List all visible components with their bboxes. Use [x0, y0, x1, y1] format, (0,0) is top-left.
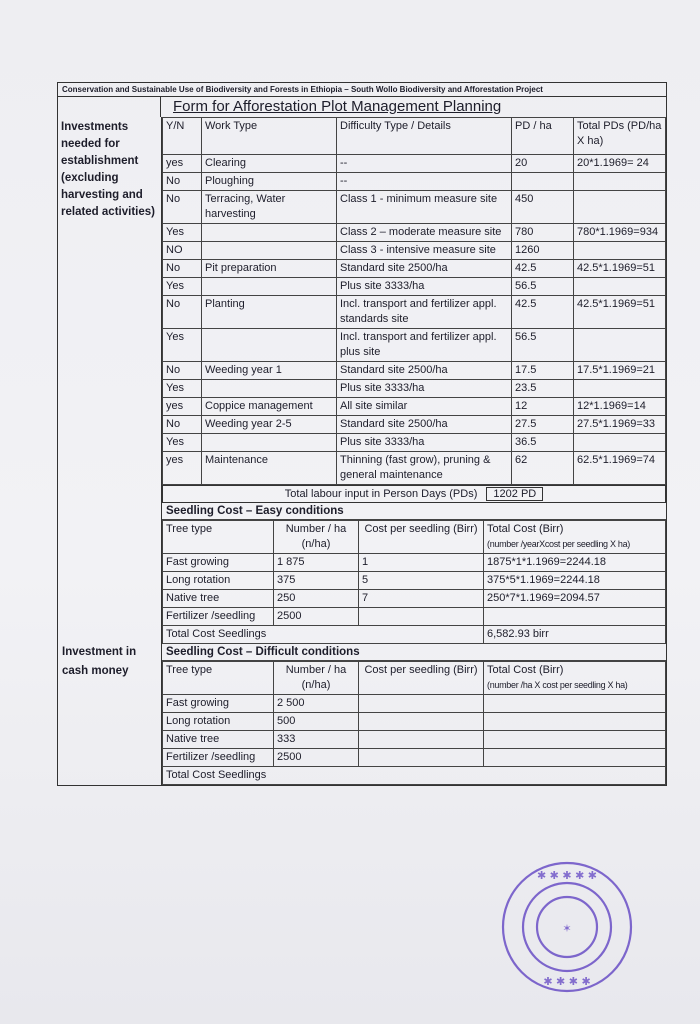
cell-pd: 12	[512, 398, 574, 416]
cell-yn: No	[163, 260, 202, 278]
svg-text:✱ ✱ ✱ ✱: ✱ ✱ ✱ ✱	[543, 975, 591, 988]
cell-tree-type: Fertilizer /seedling	[163, 608, 274, 626]
title-row	[58, 97, 666, 117]
cash-section	[58, 503, 666, 785]
cell-total: 17.5*1.1969=21	[574, 362, 666, 380]
table-row	[163, 416, 666, 434]
cell-difficulty: Thinning (fast grow), pruning & general maintenance	[337, 452, 512, 485]
cell-difficulty: Plus site 3333/ha	[337, 434, 512, 452]
cell-yn: No	[163, 296, 202, 329]
cost-row	[163, 695, 666, 713]
cell-number: 500	[274, 713, 359, 731]
total-labour-row	[162, 485, 666, 503]
total-labour-label: Total labour input in Person Days (PDs)	[284, 488, 478, 500]
cell-total: 20*1.1969= 24	[574, 155, 666, 173]
cell-total: 27.5*1.1969=33	[574, 416, 666, 434]
cell-yn: NO	[163, 242, 202, 260]
table-row	[163, 398, 666, 416]
cell-pd: 1260	[512, 242, 574, 260]
cell-tree-type: Long rotation	[163, 572, 274, 590]
cell-work	[202, 380, 337, 398]
cell-number: 250	[274, 590, 359, 608]
work-table	[162, 117, 666, 485]
header-total: Total PDs (PD/ha X ha)	[574, 118, 666, 155]
header-pd: PD / ha	[512, 118, 574, 155]
cell-work	[202, 224, 337, 242]
diff-hdr-number: Number / ha (n/ha)	[274, 662, 359, 695]
header-work: Work Type	[202, 118, 337, 155]
cell-cost	[359, 749, 484, 767]
cell-difficulty: Standard site 2500/ha	[337, 362, 512, 380]
table-row	[163, 380, 666, 398]
official-stamp	[497, 857, 637, 997]
cell-difficulty: Incl. transport and fertilizer appl. standards site	[337, 296, 512, 329]
table-row	[163, 173, 666, 191]
diff-hdr-total: Total Cost (Birr) (number /ha X cost per seedling X ha)	[484, 662, 666, 695]
table-row	[163, 329, 666, 362]
cell-number: 2500	[274, 608, 359, 626]
cell-yn: No	[163, 362, 202, 380]
svg-text:✱ ✱ ✱ ✱ ✱: ✱ ✱ ✱ ✱ ✱	[536, 869, 598, 882]
cell-tree-type: Fertilizer /seedling	[163, 749, 274, 767]
cell-pd: 780	[512, 224, 574, 242]
svg-text:✶: ✶	[562, 922, 572, 935]
cell-total	[574, 191, 666, 224]
cell-number: 2 500	[274, 695, 359, 713]
cell-work: Pit preparation	[202, 260, 337, 278]
cell-difficulty: Standard site 2500/ha	[337, 416, 512, 434]
cell-total-cost	[484, 749, 666, 767]
cell-yn: Yes	[163, 329, 202, 362]
work-rows	[163, 155, 666, 485]
cell-work: Weeding year 1	[202, 362, 337, 380]
cell-work: Coppice management	[202, 398, 337, 416]
cell-work: Weeding year 2-5	[202, 416, 337, 434]
cell-work	[202, 278, 337, 296]
cell-difficulty: --	[337, 173, 512, 191]
easy-hdr-number: Number / ha (n/ha)	[274, 521, 359, 554]
table-row	[163, 260, 666, 278]
cell-cost	[359, 731, 484, 749]
cell-number: 333	[274, 731, 359, 749]
cell-total-cost: 250*7*1.1969=2094.57	[484, 590, 666, 608]
cell-pd: 23.5	[512, 380, 574, 398]
cell-difficulty: Plus site 3333/ha	[337, 380, 512, 398]
easy-total-value: 6,582.93 birr	[484, 626, 666, 644]
difficult-total-label: Total Cost Seedlings	[163, 767, 666, 785]
cost-row	[163, 749, 666, 767]
cell-total-cost	[484, 608, 666, 626]
cell-total: 62.5*1.1969=74	[574, 452, 666, 485]
investment-side-label: Investments needed for establishment (excluding harvesting and related activities)	[58, 117, 162, 503]
cell-pd: 42.5	[512, 296, 574, 329]
easy-total-row	[163, 626, 666, 644]
table-header	[163, 118, 666, 155]
header-difficulty: Difficulty Type / Details	[337, 118, 512, 155]
easy-hdr-total: Total Cost (Birr) (number /yearXcost per seedling X ha)	[484, 521, 666, 554]
cell-total: 42.5*1.1969=51	[574, 296, 666, 329]
cell-total: 780*1.1969=934	[574, 224, 666, 242]
difficult-title: Seedling Cost – Difficult conditions	[162, 644, 666, 661]
cell-tree-type: Fast growing	[163, 554, 274, 572]
cell-yn: Yes	[163, 278, 202, 296]
cell-yn: yes	[163, 398, 202, 416]
cell-yn: Yes	[163, 380, 202, 398]
easy-hdr-cost: Cost per seedling (Birr)	[359, 521, 484, 554]
cell-total-cost: 1875*1*1.1969=2244.18	[484, 554, 666, 572]
table-row	[163, 191, 666, 224]
cell-yn: No	[163, 173, 202, 191]
cell-yn: No	[163, 416, 202, 434]
cost-row	[163, 590, 666, 608]
cell-tree-type: Native tree	[163, 731, 274, 749]
cell-work: Planting	[202, 296, 337, 329]
cell-number: 375	[274, 572, 359, 590]
cell-yn: Yes	[163, 434, 202, 452]
cell-pd: 450	[512, 191, 574, 224]
cell-yn: Yes	[163, 224, 202, 242]
cell-yn: No	[163, 191, 202, 224]
project-banner: Conservation and Sustainable Use of Biodiversity and Forests in Ethiopia – South Wollo Biodiversity and Afforestation Project	[58, 83, 666, 97]
cell-total-cost	[484, 731, 666, 749]
cell-difficulty: Class 1 - minimum measure site	[337, 191, 512, 224]
cell-pd: 36.5	[512, 434, 574, 452]
table-row	[163, 296, 666, 329]
afforestation-form	[57, 82, 667, 786]
table-row	[163, 224, 666, 242]
cell-cost	[359, 713, 484, 731]
table-row	[163, 155, 666, 173]
table-row	[163, 242, 666, 260]
diff-hdr-type: Tree type	[163, 662, 274, 695]
cell-total	[574, 329, 666, 362]
cell-pd: 27.5	[512, 416, 574, 434]
easy-title: Seedling Cost – Easy conditions	[162, 503, 666, 520]
cell-difficulty: All site similar	[337, 398, 512, 416]
header-yn: Y/N	[163, 118, 202, 155]
cell-pd: 62	[512, 452, 574, 485]
easy-cost-table	[162, 520, 666, 644]
cell-tree-type: Native tree	[163, 590, 274, 608]
cell-work	[202, 434, 337, 452]
cell-pd: 17.5	[512, 362, 574, 380]
cash-side-label: Investment in cash money	[58, 503, 162, 785]
cell-difficulty: Incl. transport and fertilizer appl. plus site	[337, 329, 512, 362]
cell-total-cost	[484, 695, 666, 713]
cell-total: 42.5*1.1969=51	[574, 260, 666, 278]
cell-pd: 56.5	[512, 278, 574, 296]
investment-section	[58, 117, 666, 503]
cell-work: Clearing	[202, 155, 337, 173]
cell-total	[574, 173, 666, 191]
cell-total-cost: 375*5*1.1969=2244.18	[484, 572, 666, 590]
cost-row	[163, 608, 666, 626]
cell-total	[574, 242, 666, 260]
cell-difficulty: Plus site 3333/ha	[337, 278, 512, 296]
cell-cost: 7	[359, 590, 484, 608]
form-title: Form for Afforestation Plot Management Planning	[173, 98, 502, 115]
cost-row	[163, 554, 666, 572]
table-row	[163, 452, 666, 485]
table-row	[163, 362, 666, 380]
cell-work: Terracing, Water harvesting	[202, 191, 337, 224]
cell-number: 1 875	[274, 554, 359, 572]
cell-tree-type: Long rotation	[163, 713, 274, 731]
cell-work	[202, 329, 337, 362]
cost-row	[163, 731, 666, 749]
cell-difficulty: Class 3 - intensive measure site	[337, 242, 512, 260]
cell-total	[574, 380, 666, 398]
cell-number: 2500	[274, 749, 359, 767]
cell-work: Maintenance	[202, 452, 337, 485]
cell-yn: yes	[163, 155, 202, 173]
cell-difficulty: Class 2 – moderate measure site	[337, 224, 512, 242]
table-row	[163, 278, 666, 296]
total-labour-value: 1202 PD	[486, 487, 543, 501]
difficult-cost-table	[162, 661, 666, 785]
cell-difficulty: --	[337, 155, 512, 173]
easy-hdr-type: Tree type	[163, 521, 274, 554]
cell-pd: 56.5	[512, 329, 574, 362]
cell-pd	[512, 173, 574, 191]
cell-pd: 42.5	[512, 260, 574, 278]
cell-cost	[359, 608, 484, 626]
cell-tree-type: Fast growing	[163, 695, 274, 713]
cell-yn: yes	[163, 452, 202, 485]
cost-row	[163, 572, 666, 590]
cell-total-cost	[484, 713, 666, 731]
cell-total	[574, 434, 666, 452]
diff-hdr-cost: Cost per seedling (Birr)	[359, 662, 484, 695]
table-row	[163, 434, 666, 452]
easy-total-label: Total Cost Seedlings	[163, 626, 484, 644]
cell-cost: 1	[359, 554, 484, 572]
cost-row	[163, 713, 666, 731]
cell-difficulty: Standard site 2500/ha	[337, 260, 512, 278]
cell-work	[202, 242, 337, 260]
cell-cost	[359, 695, 484, 713]
cell-total: 12*1.1969=14	[574, 398, 666, 416]
cell-total	[574, 278, 666, 296]
cell-work: Ploughing	[202, 173, 337, 191]
difficult-total-row	[163, 767, 666, 785]
cell-pd: 20	[512, 155, 574, 173]
cell-cost: 5	[359, 572, 484, 590]
